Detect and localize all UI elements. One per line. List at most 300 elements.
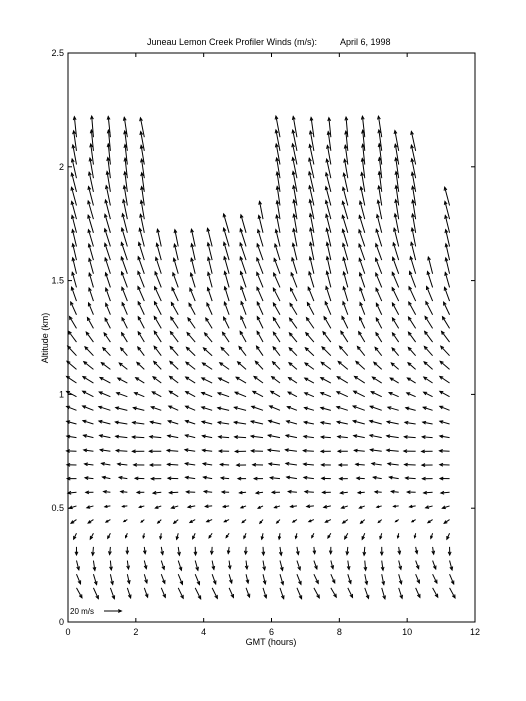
- wind-arrow: [144, 574, 147, 583]
- wind-arrow: [144, 561, 147, 569]
- wind-arrow: [210, 547, 213, 554]
- wind-arrow: [392, 348, 399, 356]
- wind-arrow: [173, 273, 179, 288]
- wind-arrow: [116, 449, 127, 452]
- wind-arrow: [110, 588, 114, 599]
- wind-arrow: [359, 332, 365, 342]
- y-tick-label: 1.5: [51, 275, 64, 286]
- wind-arrow: [279, 547, 282, 555]
- wind-arrow: [425, 331, 433, 342]
- wind-arrow: [343, 287, 348, 301]
- wind-arrow: [306, 318, 313, 329]
- wind-arrow: [373, 476, 381, 479]
- wind-arrow: [321, 407, 331, 410]
- wind-arrow: [359, 273, 364, 288]
- wind-arrow: [339, 464, 348, 467]
- x-tick-label: 10: [402, 627, 413, 637]
- wind-arrow: [273, 318, 280, 329]
- wind-arrow: [209, 533, 212, 538]
- wind-arrow: [118, 378, 128, 383]
- wind-arrow: [416, 574, 420, 583]
- wind-arrow: [337, 421, 348, 424]
- wind-arrow: [372, 462, 382, 465]
- wind-arrow: [119, 476, 127, 479]
- wind-arrow: [235, 436, 246, 439]
- wind-arrow: [450, 588, 456, 598]
- wind-arrow: [102, 476, 110, 479]
- wind-arrow: [68, 346, 77, 356]
- wind-arrow: [178, 574, 182, 584]
- wind-arrow: [138, 317, 144, 329]
- wind-arrow: [423, 421, 433, 424]
- wind-arrow: [389, 476, 398, 479]
- wind-arrow: [428, 257, 433, 274]
- wind-arrow: [321, 378, 331, 383]
- wind-arrow: [118, 463, 128, 466]
- wind-arrow: [154, 346, 161, 356]
- wind-arrow: [408, 363, 416, 370]
- wind-arrow: [190, 273, 195, 287]
- wind-arrow: [170, 346, 178, 355]
- wind-arrow: [174, 244, 178, 260]
- wind-arrow: [360, 303, 365, 315]
- wind-arrow: [409, 287, 416, 301]
- wind-arrow: [433, 588, 438, 597]
- wind-arrow: [280, 574, 284, 584]
- wind-arrow: [314, 574, 318, 583]
- y-tick-label: 0.5: [51, 503, 64, 514]
- wind-arrow: [253, 463, 263, 466]
- wind-arrow: [290, 505, 296, 508]
- wind-arrow: [450, 561, 453, 570]
- wind-arrow: [263, 574, 266, 584]
- wind-arrow: [122, 333, 128, 342]
- wind-arrow: [415, 547, 418, 554]
- wind-arrow: [338, 435, 348, 438]
- wind-arrow: [174, 520, 179, 524]
- wind-arrow: [135, 393, 145, 397]
- wind-arrow: [67, 477, 76, 480]
- wind-arrow: [251, 435, 263, 438]
- wind-arrow: [376, 333, 382, 342]
- y-axis: [51, 48, 475, 627]
- wind-arrow: [119, 363, 127, 369]
- wind-arrow: [375, 347, 382, 355]
- wind-arrow: [440, 361, 449, 369]
- wind-arrow: [169, 491, 178, 494]
- wind-arrows: [67, 116, 456, 599]
- wind-arrow: [195, 561, 198, 571]
- wind-arrow: [321, 436, 331, 439]
- wind-arrow: [347, 561, 350, 570]
- wind-arrow: [331, 588, 336, 597]
- wind-arrow: [141, 520, 144, 523]
- wind-arrow: [122, 303, 127, 315]
- wind-arrow: [308, 287, 314, 301]
- wind-arrow: [132, 450, 144, 453]
- wind-arrow: [288, 490, 297, 493]
- wind-arrow: [257, 287, 263, 301]
- wind-arrow: [424, 346, 432, 355]
- wind-arrow: [155, 272, 161, 288]
- wind-arrow: [329, 547, 332, 554]
- wind-arrow: [227, 547, 230, 554]
- wind-arrow: [423, 407, 432, 410]
- wind-arrow: [83, 420, 94, 424]
- wind-arrow: [382, 588, 386, 599]
- wind-arrow: [390, 378, 399, 383]
- wind-arrow: [288, 392, 297, 397]
- wind-arrow: [93, 574, 97, 584]
- wind-arrow: [353, 420, 365, 424]
- wind-arrow: [144, 588, 148, 597]
- wind-arrow: [154, 361, 162, 369]
- wind-arrow: [170, 361, 178, 369]
- wind-arrow: [203, 476, 212, 479]
- wind-arrow: [426, 286, 432, 301]
- wind-arrow: [322, 347, 331, 356]
- wind-arrow: [257, 272, 263, 287]
- wind-arrow: [190, 288, 195, 301]
- wind-arrow: [262, 547, 265, 555]
- wind-arrow: [325, 520, 331, 523]
- wind-arrow: [185, 463, 195, 466]
- wind-arrow: [160, 533, 162, 539]
- wind-arrow: [356, 361, 365, 369]
- wind-arrow: [290, 318, 297, 328]
- wind-arrow: [331, 561, 334, 569]
- wind-arrow: [92, 547, 95, 555]
- wind-arrow: [104, 490, 111, 493]
- wind-arrow: [150, 435, 162, 438]
- wind-arrow: [410, 505, 416, 507]
- wind-arrow: [442, 506, 449, 509]
- wind-arrow: [399, 561, 402, 570]
- wind-arrow: [348, 588, 353, 598]
- wind-arrow: [305, 378, 314, 383]
- wind-arrow: [171, 317, 179, 328]
- wind-arrow: [359, 258, 365, 274]
- wind-arrow: [202, 392, 212, 396]
- wind-arrow: [416, 588, 420, 598]
- wind-arrow: [357, 477, 365, 480]
- wind-arrow: [202, 363, 212, 369]
- wind-arrow: [88, 520, 93, 523]
- wind-arrow: [439, 449, 449, 452]
- wind-arrow: [219, 436, 229, 439]
- wind-arrow: [393, 243, 399, 260]
- wind-arrow: [392, 318, 398, 328]
- wind-arrow: [241, 316, 246, 328]
- x-axis-label: GMT (hours): [245, 637, 297, 647]
- wind-arrow: [270, 406, 280, 410]
- wind-arrow: [224, 317, 230, 328]
- wind-arrow: [408, 317, 415, 328]
- wind-arrow: [289, 348, 297, 356]
- wind-arrow: [424, 491, 433, 494]
- wind-arrow: [307, 505, 314, 508]
- wind-arrow: [297, 561, 300, 570]
- wind-arrow: [75, 547, 78, 555]
- wind-arrow: [440, 391, 450, 396]
- wind-arrow: [376, 229, 382, 246]
- wind-arrow: [86, 332, 93, 342]
- wind-arrow: [290, 303, 297, 314]
- wind-arrow: [240, 271, 246, 287]
- wind-arrow: [256, 491, 263, 494]
- wind-arrow: [370, 449, 381, 452]
- wind-arrow: [139, 506, 144, 508]
- reference-arrow-label: 20 m/s: [70, 607, 95, 616]
- wind-arrow: [392, 333, 398, 342]
- wind-arrow: [448, 547, 451, 555]
- wind-arrow: [361, 520, 365, 524]
- wind-arrow: [399, 588, 403, 598]
- wind-arrow: [121, 272, 127, 288]
- wind-arrow: [359, 244, 365, 260]
- wind-arrow: [168, 477, 178, 480]
- wind-arrow: [444, 302, 450, 315]
- wind-arrow: [307, 303, 314, 315]
- wind-arrow: [346, 547, 349, 555]
- wind-arrow: [212, 561, 215, 570]
- wind-arrow: [186, 406, 196, 410]
- wind-arrow: [90, 533, 93, 539]
- wind-arrow: [161, 574, 165, 583]
- wind-arrow: [138, 302, 144, 315]
- wind-arrow: [202, 449, 212, 452]
- wind-arrow: [321, 392, 331, 396]
- wind-arrow: [374, 362, 382, 369]
- wind-arrow: [136, 378, 145, 383]
- wind-arrow: [253, 391, 263, 396]
- wind-arrow: [99, 420, 110, 424]
- x-tick-label: 12: [469, 627, 481, 637]
- wind-arrow: [257, 317, 263, 329]
- wind-arrow: [169, 391, 178, 397]
- wind-arrow: [186, 377, 196, 383]
- wind-arrow: [115, 421, 127, 424]
- wind-arrow: [412, 520, 416, 522]
- wind-arrow: [138, 286, 144, 301]
- wind-arrow: [101, 463, 110, 466]
- wind-arrow: [290, 288, 296, 301]
- wind-arrow: [428, 520, 433, 523]
- wind-arrow: [221, 347, 229, 355]
- wind-arrow: [158, 520, 162, 523]
- wind-arrow: [440, 406, 450, 410]
- wind-arrow: [143, 547, 146, 554]
- wind-arrow: [122, 505, 127, 507]
- wind-arrow: [76, 588, 81, 598]
- wind-arrow: [202, 421, 212, 424]
- wind-arrow: [422, 436, 432, 439]
- wind-arrow: [69, 331, 77, 342]
- wind-arrow: [407, 378, 415, 383]
- y-axis-label: Altitude (km): [40, 312, 50, 364]
- wind-arrow: [185, 476, 195, 479]
- wind-arrow: [203, 348, 212, 356]
- wind-arrow: [68, 491, 77, 494]
- wind-arrow: [272, 491, 280, 494]
- wind-arrow: [363, 547, 366, 555]
- wind-arrow: [105, 288, 110, 301]
- wind-arrow: [133, 421, 145, 424]
- wind-arrow: [408, 332, 415, 342]
- wind-arrow: [365, 574, 368, 584]
- wind-arrow: [337, 406, 348, 410]
- wind-arrow: [426, 506, 433, 509]
- wind-arrow: [93, 588, 98, 599]
- wind-arrow: [354, 449, 364, 452]
- wind-arrow: [204, 490, 212, 493]
- wind-arrow: [168, 420, 178, 424]
- wind-arrow: [85, 477, 93, 480]
- wind-arrow: [304, 435, 314, 438]
- wind-arrow: [86, 491, 94, 494]
- wind-arrow: [260, 520, 263, 524]
- wind-arrow: [360, 317, 365, 328]
- wind-arrow: [125, 533, 127, 537]
- wind-arrow: [305, 393, 314, 397]
- wind-arrow: [223, 505, 229, 507]
- wind-arrow: [270, 477, 280, 480]
- wind-arrow: [331, 574, 335, 583]
- wind-arrow: [100, 435, 111, 438]
- wind-arrow: [108, 533, 111, 538]
- wind-arrow: [132, 436, 144, 439]
- wind-arrow: [186, 362, 195, 369]
- wind-arrow: [93, 561, 96, 571]
- wind-arrow: [268, 449, 280, 452]
- wind-arrow: [224, 520, 229, 522]
- wind-arrow: [106, 303, 111, 314]
- wind-arrow: [251, 421, 263, 424]
- wind-arrow: [389, 393, 399, 397]
- wind-arrow: [186, 392, 196, 397]
- wind-arrow: [348, 574, 351, 583]
- wind-arrow: [257, 244, 263, 260]
- wind-arrow: [104, 333, 110, 342]
- wind-arrow: [407, 491, 415, 494]
- wind-arrow: [149, 450, 161, 453]
- wind-arrow: [357, 346, 364, 355]
- wind-arrow: [171, 506, 178, 509]
- wind-arrow: [255, 361, 263, 369]
- wind-arrow: [296, 547, 299, 555]
- wind-arrow: [441, 491, 450, 494]
- wind-arrow: [222, 491, 229, 494]
- wind-arrow: [304, 407, 313, 410]
- wind-arrow: [388, 463, 399, 466]
- wind-arrow: [273, 303, 280, 315]
- wind-arrow: [135, 477, 144, 480]
- wind-arrow: [382, 574, 385, 584]
- x-tick-label: 0: [65, 627, 71, 637]
- wind-arrow: [427, 272, 433, 288]
- wind-arrow: [422, 477, 432, 480]
- wind-arrow: [88, 303, 93, 315]
- wind-arrow: [188, 505, 195, 508]
- wind-arrow: [354, 391, 365, 397]
- wind-arrow: [377, 506, 382, 508]
- wind-arrow: [341, 331, 348, 342]
- wind-arrow: [370, 406, 382, 410]
- wind-arrow: [422, 450, 433, 453]
- wind-arrow: [156, 243, 161, 260]
- wind-arrow: [337, 392, 348, 397]
- wind-arrow: [226, 533, 229, 537]
- wind-arrow: [416, 561, 419, 569]
- wind-arrow: [83, 406, 94, 410]
- wind-arrow: [153, 491, 161, 494]
- wind-arrow: [309, 520, 314, 522]
- wind-arrow: [392, 288, 398, 301]
- wind-arrow: [187, 333, 195, 342]
- wind-arrow: [171, 302, 178, 314]
- wind-arrow: [286, 462, 297, 465]
- wind-arrow: [321, 362, 331, 369]
- wind-arrow: [161, 561, 164, 570]
- wind-arrow: [224, 271, 229, 287]
- wind-arrow: [257, 230, 263, 247]
- wind-arrow: [161, 588, 165, 598]
- wind-arrow: [338, 361, 348, 369]
- y-tick-label: 2: [58, 161, 64, 172]
- wind-arrow: [269, 420, 280, 424]
- wind-arrow: [154, 302, 161, 315]
- wind-arrow: [343, 272, 348, 288]
- wind-arrow: [447, 533, 450, 539]
- wind-arrow: [424, 392, 433, 396]
- wind-arrow: [292, 258, 297, 274]
- wind-arrow: [405, 477, 415, 480]
- wind-arrow: [170, 332, 178, 342]
- wind-arrow: [240, 331, 246, 342]
- wind-arrow: [244, 533, 246, 538]
- wind-arrow: [172, 288, 178, 301]
- wind-arrow: [222, 332, 229, 342]
- wind-arrow: [392, 303, 398, 315]
- wind-arrow: [224, 287, 229, 301]
- wind-arrow: [406, 407, 416, 410]
- wind-arrow: [189, 303, 195, 315]
- wind-arrow: [304, 463, 314, 466]
- wind-arrow: [71, 520, 76, 524]
- reference-arrow: [104, 610, 121, 613]
- wind-arrow: [397, 533, 399, 538]
- wind-arrow: [185, 420, 195, 424]
- wind-arrow: [234, 421, 246, 424]
- wind-arrow: [229, 574, 232, 583]
- wind-arrow: [393, 505, 398, 507]
- wind-arrow: [185, 435, 195, 438]
- wind-arrow: [150, 464, 161, 467]
- wind-arrow: [395, 520, 398, 522]
- wind-arrow: [244, 547, 247, 554]
- wind-arrow: [84, 362, 94, 370]
- wind-arrow: [151, 477, 161, 480]
- wind-arrow: [273, 288, 280, 301]
- wind-arrow: [219, 378, 230, 383]
- wind-arrow: [242, 520, 246, 523]
- wind-arrow: [358, 491, 365, 494]
- wind-arrow: [121, 348, 128, 356]
- wind-arrow: [378, 520, 381, 523]
- wind-arrow: [431, 533, 433, 538]
- wind-arrow: [127, 561, 130, 569]
- wind-arrow: [381, 561, 384, 571]
